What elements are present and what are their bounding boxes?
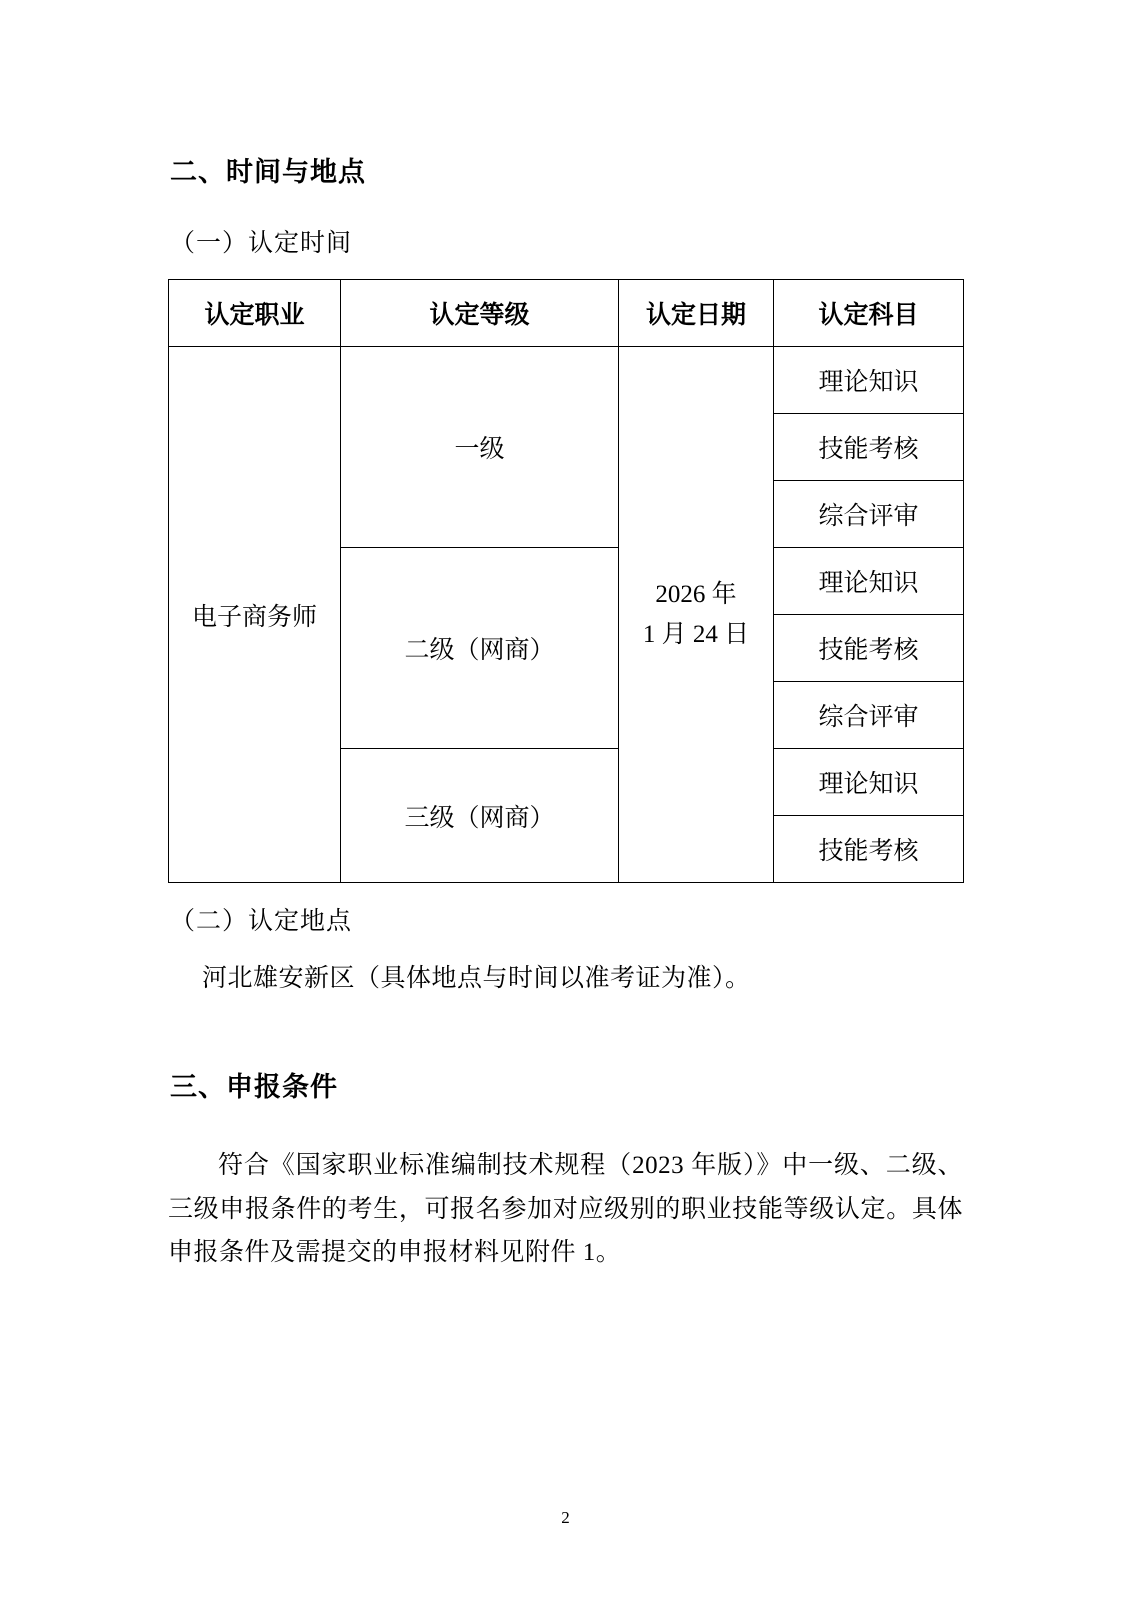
table-row (169, 347, 964, 414)
section-heading-time-place: 二、时间与地点 (170, 157, 366, 188)
cell-subject: 综合评审 (774, 682, 964, 749)
conditions-text: 符合《国家职业标准编制技术规程（2023 年版）》中一级、二级、三级申报条件的考生，可报名参加对应级别的职业技能等级认定。具体申报条件及需提交的申报材料见附件 1。 (168, 1151, 963, 1267)
cell-occupation: 电子商务师 (169, 347, 341, 883)
cell-level-2: 二级（网商） (341, 548, 619, 749)
cell-date-line1: 2026 年 (655, 580, 737, 608)
cell-date-line2: 1 月 24 日 (642, 620, 750, 648)
subsection-heading-place: （二）认定地点 (170, 908, 353, 935)
section-heading-conditions: 三、申报条件 (170, 1071, 338, 1103)
cell-subject: 技能考核 (774, 414, 964, 481)
place-text: 河北雄安新区（具体地点与时间以准考证为准）。 (202, 965, 751, 992)
certification-schedule-table (168, 279, 964, 883)
subsection-heading-time: （一）认定时间 (170, 230, 353, 257)
cell-subject: 综合评审 (774, 481, 964, 548)
cell-level-1: 一级 (341, 347, 619, 548)
cell-level-3: 三级（网商） (341, 749, 619, 883)
cell-subject: 理论知识 (774, 548, 964, 615)
cell-subject: 理论知识 (774, 347, 964, 414)
table-header-subject: 认定科目 (774, 280, 964, 347)
cell-subject: 理论知识 (774, 749, 964, 816)
page-number: 2 (561, 1508, 570, 1527)
table-header-level: 认定等级 (341, 280, 619, 347)
table-header-date: 认定日期 (619, 280, 774, 347)
cell-date (619, 347, 774, 883)
cell-subject: 技能考核 (774, 615, 964, 682)
cell-subject: 技能考核 (774, 816, 964, 883)
table-header-row (169, 280, 964, 347)
table-header-occupation: 认定职业 (169, 280, 341, 347)
